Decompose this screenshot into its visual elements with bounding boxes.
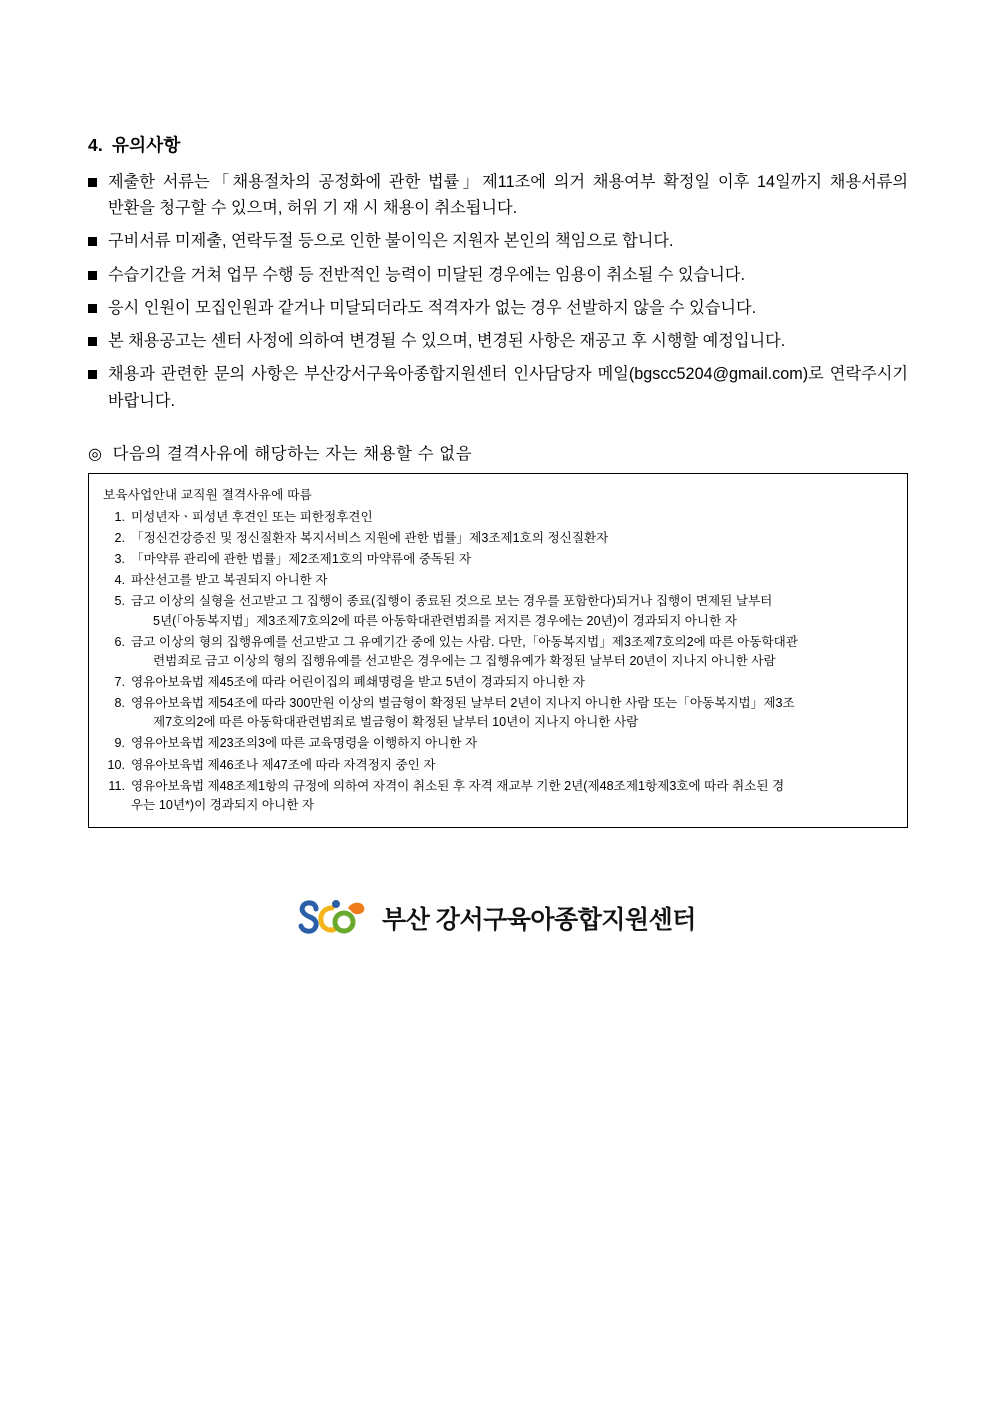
item-text-main: 「정신건강증진 및 정신질환자 복지서비스 지원에 관한 법률」제3조제1호의 정신질환자 [131,531,609,546]
notice-text: 본 채용공고는 센터 사정에 의하여 변경될 수 있으며, 변경된 사항은 재공고 후 시행할 예정입니다. [108,332,786,351]
list-item [99,571,897,590]
list-item [88,262,908,288]
logo [296,895,696,941]
square-bullet-icon [88,237,97,246]
item-text [131,756,897,775]
item-number: 1. [114,509,125,524]
item-text-continued: 우는 10년*)이 경과되지 아니한 자 [131,797,315,812]
item-text [131,734,897,753]
item-text [131,633,897,671]
item-number: 10. [107,757,125,772]
item-text-main: 영유아보육법 제54조에 따라 300만원 이상의 벌금형이 확정된 날부터 2년이 지나지 아니한 사람 또는「아동복지법」제3조 [131,696,795,711]
notice-text: 채용과 관련한 문의 사항은 부산강서구육아종합지원센터 인사담당자 메일(bgscc5204@gmail.com)로 연락주시기 바랍니다. [108,365,908,410]
notice-list [88,169,908,414]
list-item [88,328,908,354]
section-title: 유의사항 [112,135,181,155]
list-item [99,673,897,692]
list-item [99,694,897,732]
item-text-continued: 련범죄로 금고 이상의 형의 집행유예를 선고받은 경우에는 그 집행유예가 확정된 날부터 20년이 지나지 아니한 사람 [153,653,776,668]
item-text-main: 영유아보육법 제23조의3에 따른 교육명령을 이행하지 아니한 자 [131,736,478,751]
list-item [99,529,897,548]
item-number: 2. [114,531,125,546]
item-text-main: 영유아보육법 제46조나 제47조에 따라 자격정지 중인 자 [131,757,436,772]
notice-text: 제출한 서류는「채용절차의 공정화에 관한 법률」제11조에 의거 채용여부 확정일 이후 14일까지 채용서류의 반환을 청구할 수 있으며, 허위 기 재 시 채용이 취소됩니다. [108,173,908,218]
disqualification-list [99,508,897,815]
list-item [99,756,897,775]
item-text-main: 미성년자ㆍ피성년 후견인 또는 피한정후견인 [131,509,373,524]
list-item [99,550,897,569]
item-text [131,777,897,815]
square-bullet-icon [88,304,97,313]
list-item [99,777,897,815]
list-item [88,361,908,413]
notice-text: 응시 인원이 모집인원과 같거나 미달되더라도 적격자가 없는 경우 선발하지 않을 수 있습니다. [108,298,757,317]
page-title [88,132,908,157]
item-text-main: 금고 이상의 형의 집행유예를 선고받고 그 유예기간 중에 있는 사람. 다만,「아동복지법」제3조제7호의2에 따른 아동학대관 [131,634,798,649]
disqualification-box [88,473,908,828]
item-text [131,592,897,630]
center-logo-icon [296,895,368,941]
item-text [131,508,897,527]
list-item [88,169,908,221]
item-text-continued: 5년(「아동복지법」제3조제7호의2에 따른 아동학대관련범죄를 저지른 경우에는 20년)이 경과되지 아니한 자 [153,613,737,628]
item-number: 9. [114,736,125,751]
square-bullet-icon [88,337,97,346]
item-text [131,694,897,732]
item-text-main: 「마약류 관리에 관한 법률」제2조제1호의 마약류에 중독된 자 [131,552,471,567]
item-number: 11. [108,778,125,793]
list-item [99,734,897,753]
document-content [88,132,908,828]
item-text-main: 파산선고를 받고 복권되지 아니한 자 [131,573,328,588]
list-item [99,592,897,630]
item-number: 6. [114,634,125,649]
item-number: 8. [114,696,125,711]
square-bullet-icon [88,370,97,379]
disqualification-note-text: 다음의 결격사유에 해당하는 자는 채용할 수 없음 [112,444,473,463]
circle-bullet-icon: ◎ [88,445,103,463]
logo-text: 부산 강서구육아종합지원센터 [382,906,696,934]
item-number: 3. [114,552,125,567]
item-text [131,550,897,569]
square-bullet-icon [88,178,97,187]
list-item [99,633,897,671]
box-title: 보육사업안내 교직원 결격사유에 따름 [103,487,312,502]
item-text-continued: 제7호의2에 따른 아동학대관련범죄로 벌금형이 확정된 날부터 10년이 지나지 아니한 사람 [153,715,639,730]
section-number: 4. [88,135,103,155]
item-number: 5. [114,594,125,609]
notice-text: 구비서류 미제출, 연락두절 등으로 인한 불이익은 지원자 본인의 책임으로 합니다. [108,232,674,251]
list-item [99,508,897,527]
item-text-main: 영유아보육법 제45조에 따라 어린이집의 폐쇄명령을 받고 5년이 경과되지 아니한 자 [131,675,585,689]
item-number: 4. [114,573,125,588]
square-bullet-icon [88,271,97,280]
item-number: 7. [114,675,125,689]
list-item [88,228,908,254]
disqualification-note [88,440,908,464]
item-text-main: 금고 이상의 실형을 선고받고 그 집행이 종료(집행이 종료된 것으로 보는 경우를 포함한다)되거나 집행이 면제된 날부터 [131,594,773,609]
notice-text: 수습기간을 거쳐 업무 수행 등 전반적인 능력이 미달된 경우에는 임용이 취소될 수 있습니다. [108,265,746,284]
item-text [131,529,897,548]
item-text-main: 영유아보육법 제48조제1항의 규정에 의하여 자격이 취소된 후 자격 재교부 기한 2년(제48조제1항제3호에 따라 취소된 경 [131,778,785,793]
item-text [131,673,897,692]
footer-logo [0,895,992,941]
item-text [131,571,897,590]
list-item [88,295,908,321]
